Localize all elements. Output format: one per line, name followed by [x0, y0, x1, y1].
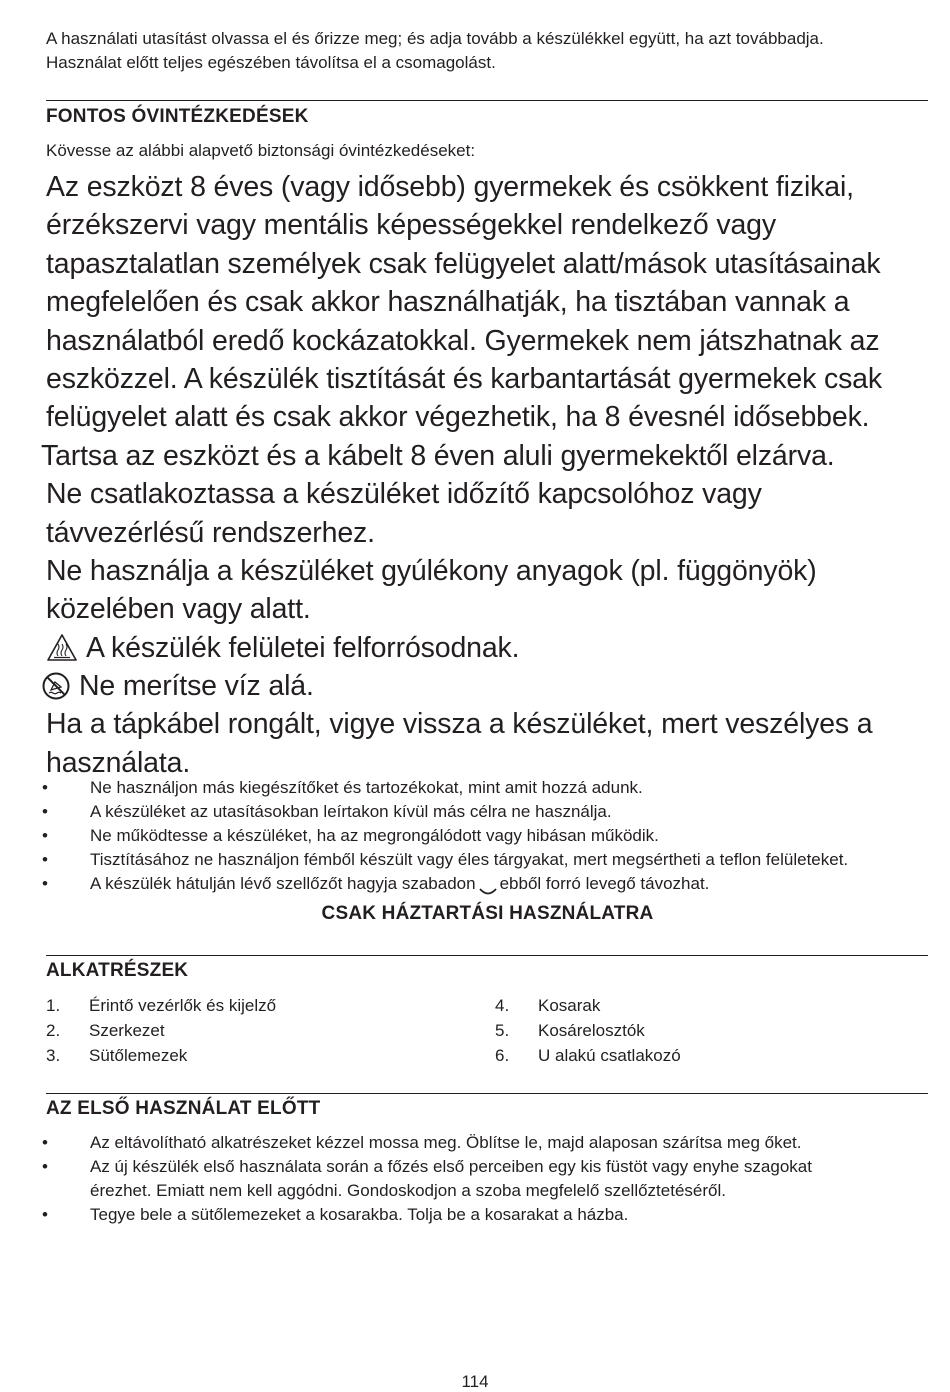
- intro-paragraph: [46, 27, 926, 74]
- list-item: [495, 1043, 681, 1068]
- do-not-immerse-icon: [41, 671, 73, 701]
- bullet-icon: •: [42, 826, 48, 845]
- part-label: Kosarak: [538, 996, 601, 1015]
- part-number: 3.: [46, 1046, 61, 1065]
- warning-line: Ne csatlakoztassa a készüléket időzítő kapcsolóhoz vagy: [46, 478, 762, 511]
- hot-surface-warning-icon: [46, 633, 78, 663]
- first-use-bullet-list: [40, 1131, 935, 1227]
- bullet-icon: •: [42, 1157, 48, 1176]
- list-item-text: Az eltávolítható alkatrészeket kézzel mossa meg. Öblítse le, majd alaposan szárítsa meg őket.: [90, 1133, 802, 1152]
- parts-list-right: [495, 993, 681, 1068]
- warning-line: Az eszközt 8 éves (vagy idősebb) gyermekek és csökkent fizikai,: [46, 171, 854, 203]
- vent-icon: [479, 880, 497, 890]
- safety-heading: FONTOS ÓVINTÉZKEDÉSEK: [46, 106, 309, 127]
- warning-line: Ne merítse víz alá.: [79, 670, 314, 703]
- list-item: [40, 800, 935, 824]
- part-label: Érintő vezérlők és kijelző: [89, 996, 277, 1015]
- list-item: [40, 824, 935, 848]
- warning-line: használata.: [46, 746, 191, 779]
- part-number: 1.: [46, 996, 61, 1015]
- warning-line: Ne használja a készüléket gyúlékony anyagok (pl. függönyök): [46, 554, 817, 587]
- part-number: 5.: [495, 1021, 510, 1040]
- list-item: [46, 1043, 276, 1068]
- no-immerse-warning: [41, 667, 936, 705]
- warning-line: tapasztalatlan személyek csak felügyelet alatt/mások utasításainak: [46, 247, 881, 280]
- part-label: Szerkezet: [89, 1021, 165, 1040]
- safety-intro: Kövesse az alábbi alapvető biztonsági óvintézkedéseket:: [46, 141, 476, 160]
- list-item: [40, 1155, 935, 1179]
- intro-line: Használat előtt teljes egészében távolítsa el a csomagolást.: [46, 52, 496, 72]
- first-use-heading: AZ ELSŐ HASZNÁLAT ELŐTT: [46, 1098, 321, 1119]
- warning-line: távvezérlésű rendszerhez.: [46, 516, 375, 549]
- safety-warning-text: [41, 168, 936, 782]
- hot-surface-warning: [46, 629, 936, 667]
- vent-text-after: ebből forró levegő távozhat.: [499, 874, 710, 893]
- parts-list-left: [46, 993, 276, 1068]
- bullet-icon: •: [42, 1133, 48, 1152]
- warning-line: érzékszervi vagy mentális képességekkel rendelkező vagy: [46, 209, 776, 242]
- list-item-text: Ne használjon más kiegészítőket és tartozékokat, mint amit hozzá adunk.: [90, 778, 643, 797]
- list-item: [46, 993, 276, 1018]
- list-item-text: [90, 872, 935, 896]
- list-item: [40, 1203, 935, 1227]
- warning-line: használatból eredő kockázatokkal. Gyermekek nem játszhatnak az: [46, 324, 880, 357]
- warning-line: Ha a tápkábel rongált, vigye vissza a készüléket, mert veszélyes a: [46, 708, 873, 741]
- list-item-text: A készüléket az utasításokban leírtakon kívül más célra ne használja.: [90, 802, 612, 821]
- part-number: 2.: [46, 1021, 61, 1040]
- list-item-text: Tisztításához ne használjon fémből készült vagy éles tárgyakat, mert megsértheti a teflon felületeket.: [90, 850, 849, 869]
- part-number: 4.: [495, 996, 510, 1015]
- list-item-text: Tegye bele a sütőlemezeket a kosarakba. Tolja be a kosarakat a házba.: [90, 1205, 629, 1224]
- vent-text-before: A készülék hátulján lévő szellőzőt hagyja szabadon: [90, 874, 476, 893]
- list-item: [495, 993, 681, 1018]
- warning-line: eszközzel. A készülék tisztítását és karbantartását gyermekek csak: [46, 362, 882, 395]
- intro-line: A használati utasítást olvassa el és őrizze meg; és adja tovább a készülékkel együtt, ha azt továbbadja.: [46, 29, 824, 48]
- warning-line: Tartsa az eszközt és a kábelt 8 éven aluli gyermekektől elzárva.: [41, 439, 835, 472]
- bullet-icon: •: [42, 874, 48, 893]
- list-item: [40, 872, 935, 896]
- parts-heading: ALKATRÉSZEK: [46, 960, 189, 981]
- list-item-text: Ne működtesse a készüléket, ha az megrongálódott vagy hibásan működik.: [90, 826, 659, 845]
- warning-line: közelében vagy alatt.: [46, 593, 311, 626]
- part-label: Kosárelosztók: [538, 1021, 645, 1040]
- page-number: 114: [461, 1372, 489, 1391]
- part-label: U alakú csatlakozó: [538, 1046, 681, 1065]
- bullet-icon: •: [42, 802, 48, 821]
- section-divider: [46, 100, 928, 101]
- warning-line: A készülék felületei felforrósodnak.: [86, 631, 520, 664]
- bullet-icon: •: [42, 1205, 48, 1224]
- part-label: Sütőlemezek: [89, 1046, 188, 1065]
- list-item: [495, 1018, 681, 1043]
- safety-bullet-list: [40, 776, 935, 896]
- household-use-title: CSAK HÁZTARTÁSI HASZNÁLATRA: [321, 903, 654, 924]
- section-divider: [46, 1093, 928, 1094]
- list-item-text: Az új készülék első használata során a főzés első perceiben egy kis füstöt vagy enyhe szagokat: [90, 1157, 812, 1176]
- warning-line: megfelelően és csak akkor használhatják, ha tisztában vannak a: [46, 286, 850, 319]
- list-item-continuation: érezhet. Emiatt nem kell aggódni. Gondoskodjon a szoba megfelelő szellőztetéséről.: [90, 1181, 726, 1200]
- warning-line: felügyelet alatt és csak akkor végezhetik, ha 8 évesnél idősebbek.: [46, 401, 870, 434]
- section-divider: [46, 955, 928, 956]
- part-number: 6.: [495, 1046, 510, 1065]
- list-item: [40, 848, 935, 872]
- bullet-icon: •: [42, 850, 48, 869]
- bullet-icon: •: [42, 778, 48, 797]
- list-item: [40, 1131, 935, 1155]
- list-item: [46, 1018, 276, 1043]
- list-item: [40, 776, 935, 800]
